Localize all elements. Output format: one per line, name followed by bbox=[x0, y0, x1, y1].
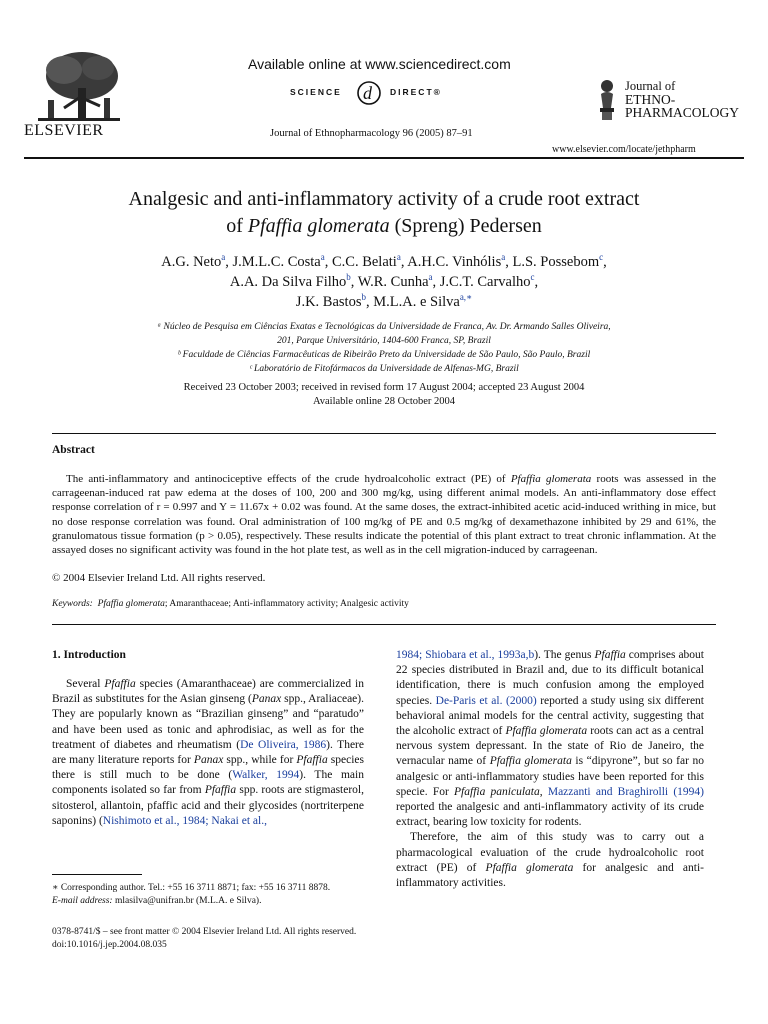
sciencedirect-d-icon bbox=[354, 78, 384, 106]
article-dates bbox=[0, 381, 768, 409]
author-name: C.C. Belati bbox=[331, 254, 397, 270]
sd-logo-right: DIRECT® bbox=[390, 87, 442, 97]
affiliation-marker[interactable]: b bbox=[346, 272, 351, 283]
abstract-copyright: © 2004 Elsevier Ireland Ltd. All rights reserved. bbox=[52, 572, 266, 584]
author-separator: , bbox=[534, 274, 539, 290]
affiliation-c: ᶜ Laboratório de Fitofármacos da Universidade de Alfenas-MG, Brazil bbox=[249, 364, 519, 374]
available-online-banner[interactable]: Available online at www.sciencedirect.com bbox=[248, 56, 511, 72]
author-name: J.C.T. Carvalho bbox=[439, 274, 531, 290]
abstract-top-rule bbox=[52, 433, 716, 434]
email-link[interactable]: mlasilva@unifran.br (M.L.A. e Silva). bbox=[112, 896, 262, 906]
journal-name-line2: ETHNO- bbox=[625, 92, 676, 107]
affiliation-a-cont: 201, Parque Universitário, 1404-600 Franca, SP, Brazil bbox=[277, 336, 491, 346]
affiliation-marker[interactable]: c bbox=[599, 252, 604, 263]
elsevier-tree-logo bbox=[34, 48, 124, 126]
author-name: L.S. Possebom bbox=[512, 254, 600, 270]
authors-line1 bbox=[0, 252, 768, 272]
author-name: J.K. Bastos bbox=[295, 294, 362, 310]
affiliation-marker[interactable]: a bbox=[428, 272, 433, 283]
affiliation-marker[interactable]: a bbox=[221, 252, 226, 263]
author-name: M.L.A. e Silva bbox=[373, 294, 460, 310]
doi-link[interactable]: doi:10.1016/j.jep.2004.08.035 bbox=[52, 940, 167, 950]
journal-masthead bbox=[625, 80, 739, 119]
author-name: A.A. Da Silva Filho bbox=[229, 274, 347, 290]
journal-emblem-icon bbox=[596, 78, 618, 122]
abstract-heading: Abstract bbox=[52, 444, 95, 456]
citation-link[interactable]: Walker, 1994 bbox=[232, 769, 300, 782]
author-separator: , bbox=[225, 254, 233, 270]
corresponding-author-footnote bbox=[52, 882, 372, 908]
author-name: A.G. Neto bbox=[161, 254, 222, 270]
journal-name-line1: Journal of bbox=[625, 79, 676, 93]
author-separator: , bbox=[365, 294, 374, 310]
available-date: Available online 28 October 2004 bbox=[312, 396, 456, 407]
header-rule bbox=[24, 157, 744, 159]
abstract-bottom-rule bbox=[52, 624, 716, 625]
affiliations bbox=[0, 320, 768, 376]
svg-text:d: d bbox=[363, 83, 372, 103]
abstract-text: The anti-inflammatory and antinociceptive effects of the crude hydroalcoholic extract (PE) of Pfaffia glomerata roots was assessed in the carrageenan-induced rat paw edema at the doses of 100, 200 and 300 mg/kg, using different animal models. An anti-inflammatory dose effect response correlation of r = 0.997 and Y = 11.67x + 0.02 was found. At the same doses, the extract-inhibited acetic acid-induced writhing in mice, but no dose response correlation was found. Oral administration of 100 mg/kg of PE and 0.5 mg/kg of dexamethazone inhibited by 29 and 61%, the granulomatous tissue formation (p > 0.05), respectively. These results indicate the potential of this plant extract to treat chronic inflammation. At the assayed doses no significant activity was found in the hot plate test, as well as in the cell migration-induced by carrageenan. bbox=[52, 473, 716, 557]
footnote-email: E-mail address: mlasilva@unifran.br (M.L.A. e Silva). bbox=[52, 896, 262, 906]
citation-link[interactable]: 1984; Shiobara et al., 1993a,b bbox=[396, 649, 535, 661]
citation-link[interactable]: De-Paris et al. (2000) bbox=[435, 694, 537, 707]
keywords: Keywords: Pfaffia glomerata; Amaranthaceae; Anti-inflammatory activity; Analgesic activity bbox=[52, 599, 409, 609]
author-separator: , bbox=[603, 254, 607, 270]
affiliation-marker[interactable]: b bbox=[361, 292, 366, 303]
author-separator: , bbox=[350, 274, 358, 290]
affiliation-marker[interactable]: a,∗ bbox=[459, 292, 473, 303]
section-heading-introduction: 1. Introduction bbox=[52, 649, 126, 661]
journal-name-line3: PHARMACOLOGY bbox=[625, 105, 740, 120]
affiliation-marker[interactable]: c bbox=[530, 272, 535, 283]
citation-link[interactable]: Nishimoto et al., 1984; Nakai et al., bbox=[102, 814, 267, 827]
authors-line3 bbox=[0, 292, 768, 312]
affiliation-marker[interactable]: a bbox=[501, 252, 506, 263]
affiliation-b: ᵇ Faculdade de Ciências Farmacêuticas de Ribeirão Preto da Universidade de São Paulo, São Paulo, Brazil bbox=[177, 350, 591, 360]
author-name: J.M.L.C. Costa bbox=[232, 254, 321, 270]
citation-link[interactable]: Mazzanti and Braghirolli (1994) bbox=[547, 785, 705, 798]
authors-line2 bbox=[0, 272, 768, 292]
footnote-rule bbox=[52, 874, 142, 875]
issn-line: 0378-8741/$ – see front matter © 2004 Elsevier Ireland Ltd. All rights reserved. bbox=[52, 927, 357, 937]
author-name: A.H.C. Vinhólis bbox=[407, 254, 502, 270]
footnote-contact: ∗ Corresponding author. Tel.: +55 16 3711 8871; fax: +55 16 3711 8878. bbox=[52, 883, 331, 893]
author-separator: , bbox=[400, 254, 408, 270]
page-footer bbox=[52, 926, 356, 952]
received-dates: Received 23 October 2003; received in revised form 17 August 2004; accepted 23 August 2004 bbox=[183, 382, 585, 393]
article-title bbox=[0, 186, 768, 240]
author-separator: , bbox=[324, 254, 332, 270]
author-separator: , bbox=[505, 254, 513, 270]
journal-citation: Journal of Ethnopharmacology 96 (2005) 87–91 bbox=[270, 128, 473, 139]
intro-paragraph-aim: Therefore, the aim of this study was to carry out a pharmacological evaluation of the crude hydroalcoholic root extract (PE) of Pfaffia glomerata for analgesic and anti-inflammatory activities. bbox=[396, 831, 704, 890]
citation-link[interactable]: De Oliveira, 1986 bbox=[240, 738, 327, 751]
publisher-name: ELSEVIER bbox=[24, 122, 104, 139]
title-line1: Analgesic and anti-inflammatory activity of a crude root extract bbox=[128, 188, 640, 210]
journal-url-link[interactable]: www.elsevier.com/locate/jethpharm bbox=[552, 144, 696, 155]
sciencedirect-logo[interactable] bbox=[290, 78, 460, 108]
sd-logo-left: SCIENCE bbox=[290, 87, 342, 97]
author-name: W.R. Cunha bbox=[357, 274, 429, 290]
affiliation-marker[interactable]: a bbox=[396, 252, 401, 263]
author-separator: , bbox=[432, 274, 440, 290]
author-list bbox=[0, 252, 768, 312]
intro-left-column: Several Pfaffia species (Amaranthaceae) are commercialized in Brazil as substitutes for the Asian ginseng (Panax spp., Araliaceae). They are popularly known as “Brazilian ginseng” and “paratudo” and have been used as tonic and aphrodisiac, as well as for the treatment of diabetes and rheumatism (De Oliveira, 1986). There are many literature reports for Panax spp., while for Pfaffia species there is still much to be done (Walker, 1994). The main components isolated so far from Pfaffia spp. roots are stigmasterol, sitosterol, allantoin, pfaffic acid and their glycosides (nortriterpene saponins) (Nishimoto et al., 1984; Nakai et al., bbox=[52, 678, 365, 827]
title-line2: of Pfaffia glomerata (Spreng) Pedersen bbox=[226, 215, 542, 237]
affiliation-a: ᵃ Núcleo de Pesquisa em Ciências Exatas e Tecnológicas da Universidade de Franca, Av. Dr. Armando Salles Oliveira, bbox=[157, 322, 611, 332]
affiliation-marker[interactable]: a bbox=[320, 252, 325, 263]
intro-right-column: 1984; Shiobara et al., 1993a,b). The genus Pfaffia comprises about 22 species distributed in Brazil and, due to its difficult botanical identification, there is much confusion among the employed species. De-Paris et al. (2000) reported a study using six different behavioral animal models for the central activity, suggesting that the alcoholic extract of Pfaffia glomerata roots can act as a central nervous system depressant. In the state of Rio de Janeiro, the vernacular name of Pfaffia glomerata is “dipyrone”, but so far no analgesic or anti-inflammatory studies have been reported for this specie. For Pfaffia paniculata, Mazzanti and Braghirolli (1994) reported the analgesic and anti-inflammatory activity of its crude extract, bearing low toxicity for rodents. Therefore, the aim of this study was to carry out a pharmacological evaluation of the crude hydroalcoholic root extract (PE) of Pfaffia glomerata for analgesic and anti-inflammatory activities. bbox=[396, 648, 704, 891]
